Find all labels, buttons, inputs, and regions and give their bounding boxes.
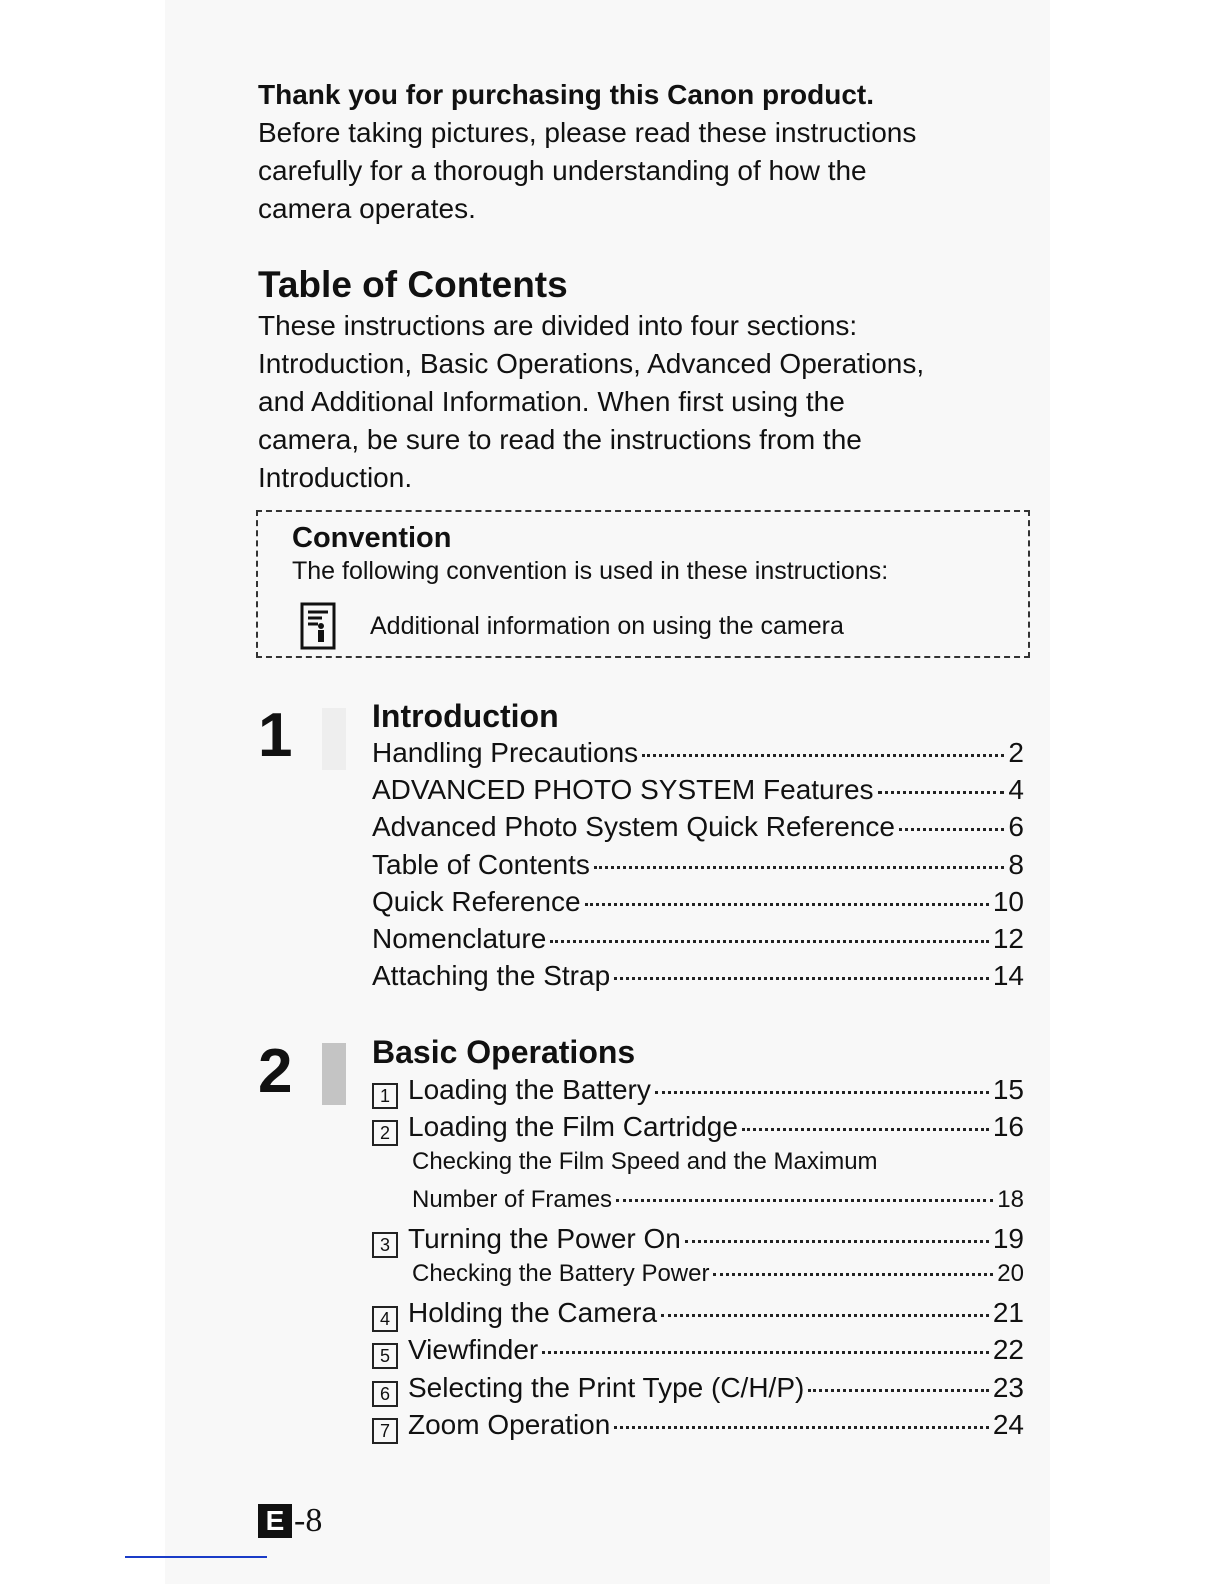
toc-entry[interactable] — [372, 1223, 1024, 1260]
toc-line: These instructions are divided into four sections: — [258, 310, 858, 341]
dot-leader — [542, 1351, 989, 1354]
toc-entry-label: Selecting the Print Type (C/H/P) — [408, 1371, 805, 1403]
section-title: Introduction — [372, 698, 559, 734]
toc-list — [372, 1074, 1024, 1446]
dot-leader — [642, 754, 1004, 757]
toc-entry-label: ADVANCED PHOTO SYSTEM Features — [372, 774, 874, 806]
intro-block — [258, 76, 916, 228]
convention-box — [256, 510, 1030, 658]
toc-entry-page: 22 — [992, 1334, 1024, 1366]
dot-leader — [661, 1314, 989, 1317]
toc-entry[interactable] — [372, 1186, 1024, 1223]
toc-entry-label: Attaching the Strap — [372, 960, 611, 992]
toc-entry-label: Viewfinder — [408, 1334, 539, 1366]
dot-leader — [685, 1240, 989, 1243]
toc-entry[interactable] — [372, 1409, 1024, 1446]
toc-entry[interactable] — [372, 1148, 1024, 1185]
section-title: Basic Operations — [372, 1034, 636, 1070]
toc-entry[interactable] — [372, 1111, 1024, 1148]
step-number-box: 1 — [372, 1083, 398, 1109]
toc-entry-label: Loading the Battery — [408, 1074, 651, 1105]
dot-leader — [616, 1199, 993, 1202]
toc-entry-label: Number of Frames — [412, 1185, 613, 1213]
toc-entry-label: Handling Precautions — [372, 737, 639, 768]
toc-entry-label: Quick Reference — [372, 885, 581, 917]
section-tab-marker — [322, 1043, 346, 1105]
dot-leader — [878, 791, 1005, 794]
toc-entry-label: Checking the Battery Power — [412, 1259, 710, 1287]
toc-entry-page: 20 — [997, 1259, 1024, 1287]
toc-entry[interactable] — [372, 1334, 1024, 1371]
intro-line: carefully for a thorough understanding of how the — [258, 155, 867, 186]
section-number: 2 — [258, 1037, 293, 1106]
section-tab-marker — [322, 708, 346, 770]
step-number-box: 3 — [372, 1232, 398, 1258]
convention-icon-description: Additional information on using the camera — [370, 612, 844, 640]
step-number-box: 6 — [372, 1381, 398, 1407]
toc-line: and Additional Information. When first using the — [258, 386, 845, 417]
toc-entry[interactable] — [372, 960, 1024, 997]
toc-entry-label: Turning the Power On — [408, 1222, 681, 1254]
dot-leader — [655, 1091, 989, 1094]
toc-entry-label: Zoom Operation — [408, 1408, 611, 1440]
convention-title: Convention — [292, 522, 452, 554]
toc-entry-page: 24 — [992, 1408, 1024, 1440]
step-number-box: 4 — [372, 1306, 398, 1332]
dot-leader — [614, 977, 989, 980]
toc-entry[interactable] — [372, 1074, 1024, 1111]
page-number — [258, 1502, 322, 1540]
toc-entry-label: Loading the Film Cartridge — [408, 1111, 738, 1143]
intro-line: camera operates. — [258, 193, 476, 224]
toc-entry-page: 15 — [992, 1074, 1024, 1105]
toc-entry[interactable] — [372, 811, 1024, 848]
thanks-line: Thank you for purchasing this Canon product. — [258, 79, 875, 110]
toc-description — [258, 307, 1028, 497]
dot-leader — [899, 828, 1004, 831]
section-number: 1 — [258, 701, 293, 770]
toc-entry-label: Checking the Film Speed and the Maximum — [412, 1148, 878, 1176]
toc-line: camera, be sure to read the instructions from the — [258, 424, 862, 455]
intro-line: Before taking pictures, please read these instructions — [258, 117, 917, 148]
step-number-box: 7 — [372, 1418, 398, 1444]
page-number-text: -8 — [294, 1502, 323, 1539]
toc-entry[interactable] — [372, 1372, 1024, 1409]
dot-leader — [713, 1273, 993, 1276]
dot-leader — [585, 903, 989, 906]
toc-entry-page: 18 — [997, 1185, 1024, 1213]
toc-entry-label: Table of Contents — [372, 848, 590, 880]
dot-leader — [614, 1426, 989, 1429]
toc-entry[interactable] — [372, 737, 1024, 774]
toc-entry[interactable] — [372, 886, 1024, 923]
toc-entry-page: 6 — [1008, 811, 1024, 843]
toc-entry[interactable] — [372, 1260, 1024, 1297]
toc-heading: Table of Contents — [258, 264, 568, 305]
toc-line: Introduction. — [258, 462, 413, 493]
toc-entry-label: Nomenclature — [372, 922, 547, 954]
dot-leader — [808, 1389, 989, 1392]
toc-entry-page: 2 — [1008, 737, 1024, 768]
toc-entry[interactable] — [372, 774, 1024, 811]
toc-entry[interactable] — [372, 1297, 1024, 1334]
toc-entry-page: 19 — [992, 1222, 1024, 1254]
toc-line: Introduction, Basic Operations, Advanced Operations, — [258, 348, 925, 379]
toc-entry-page: 23 — [992, 1371, 1024, 1403]
toc-entry-page: 10 — [992, 885, 1024, 917]
toc-entry-page: 4 — [1008, 774, 1024, 806]
toc-entry-page: 21 — [992, 1297, 1024, 1329]
dot-leader — [594, 866, 1005, 869]
dot-leader — [550, 940, 989, 943]
toc-list — [372, 737, 1024, 997]
link-underline — [125, 1556, 267, 1558]
toc-entry-page: 12 — [992, 922, 1024, 954]
dot-leader — [742, 1128, 989, 1131]
toc-entry-page: 14 — [992, 960, 1024, 992]
info-note-icon — [300, 602, 336, 655]
step-number-box: 5 — [372, 1343, 398, 1369]
step-number-box: 2 — [372, 1120, 398, 1146]
toc-entry-page: 16 — [992, 1111, 1024, 1143]
toc-entry[interactable] — [372, 923, 1024, 960]
toc-entry[interactable] — [372, 849, 1024, 886]
convention-text: The following convention is used in these instructions: — [292, 557, 889, 585]
toc-entry-page: 8 — [1008, 848, 1024, 880]
language-badge: E — [258, 1504, 292, 1538]
toc-entry-label: Holding the Camera — [408, 1297, 658, 1329]
toc-entry-label: Advanced Photo System Quick Reference — [372, 811, 895, 843]
